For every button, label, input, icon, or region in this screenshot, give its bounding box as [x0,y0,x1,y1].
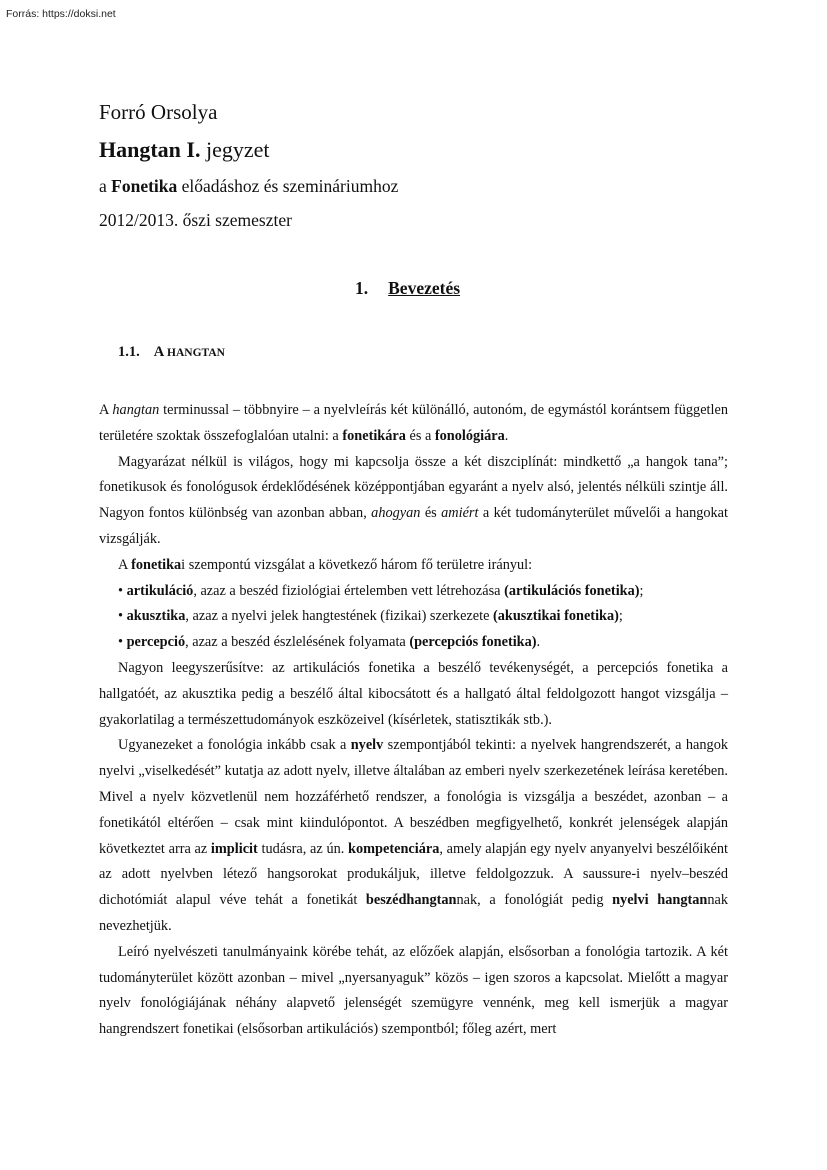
text-run: artikuláció [126,582,194,599]
chapter-number: 1. [355,278,369,298]
text-run: és a [405,427,435,444]
text-run: fonetika [131,556,182,573]
semester-line: 2012/2013. őszi szemeszter [99,210,292,230]
text-run: nyelv [350,737,384,754]
text-run: , amely alapján egy nyelv anyanyelvi beszélőiként az adott nyelvben létező hangsorokat produkáljuk, illetve feldolgozzuk. A saussure-i nyelv–beszéd dichotómiát alapul véve tehát a fonetikát [99,840,728,909]
paragraph [99,553,728,579]
subtitle-bold: Fonetika [111,176,178,196]
text-run: nyelvi hangtan [612,892,708,909]
paragraph [99,656,728,733]
source-url: Forrás: https://doksi.net [6,8,116,20]
text-run: , azaz a beszéd fiziológiai értelemben vett létrehozása [193,582,505,599]
text-run: Magyarázat nélkül is világos, hogy mi kapcsolja össze a két diszciplínát: mindkettő „a hangok tana”; fonetikusok és fonológusok érdeklődésének középpontjában egyaránt a nyelv alsó, jelentés nélküli szintje áll. Nagyon fontos különbség van azonban abban, [99,453,728,522]
section-number: 1.1. [118,344,140,360]
bullet-item [99,604,728,630]
text-run: , azaz a nyelvi jelek hangtestének (fizikai) szerkezete [185,608,493,625]
text-run: (akusztikai fonetika) [493,608,619,625]
chapter-title: Bevezetés [388,278,461,298]
text-run: Ugyanezeket a fonológia inkább csak a [118,737,351,754]
body-text [99,398,728,1043]
text-run: implicit [210,840,258,857]
text-run: ahogyan [371,505,421,522]
text-run: A [99,402,113,418]
document-title [99,137,728,163]
title-bold: Hangtan I. [99,137,201,162]
text-run: fonológiára [434,427,505,444]
document-subtitle [99,176,728,197]
text-run: • [118,608,127,625]
text-run: nak nevezhetjük. [99,892,728,934]
author-name: Forró Orsolya [99,100,218,124]
paragraph [99,450,728,553]
paragraph [99,398,728,450]
text-run: akusztika [126,608,186,625]
text-run: percepció [126,634,186,651]
text-run: (artikulációs fonetika) [504,582,640,599]
text-run: , azaz a beszéd észlelésének folyamata [185,634,410,651]
text-run: ; [639,582,644,599]
section-title-rest: HANGTAN [167,347,225,359]
subtitle-post: előadáshoz és szemináriumhoz [177,176,399,196]
text-run: • [118,634,127,651]
bullet-item [99,630,728,656]
title-rest: jegyzet [200,137,270,162]
text-run: Leíró nyelvészeti tanulmányaink körébe tehát, az előzőek alapján, elsősorban a fonológia tartozik. A két tudományterület között azonban – mivel „nyersanyaguk” közös – igen szoros a kapcsolat. Mielőtt a magyar nyelv fonológiájának néhány alapvető jelenségét szemügyre vennénk, meg kell ismerjük a magyar hangrendszert fonetikai (elsősorban artikulációs) szempontból; főleg azért, mert [99,943,728,1038]
text-run: A [118,556,132,573]
paragraph [99,733,728,939]
text-run: (percepciós fonetika) [409,634,537,651]
text-run: i szempontú vizsgálat a következő három fő területre irányul: [181,556,533,573]
section-first-letter: A [153,344,164,360]
text-run: terminussal – többnyire – a nyelvleírás két különálló, autonóm, de egymástól korántsem független területére szoktak összefoglalóan utalni: a [99,402,728,444]
section-heading [118,344,225,361]
text-run: hangtan [112,402,160,418]
text-run: amiért [441,505,479,522]
subtitle-pre: a [99,176,112,196]
text-run: a két tudományterület művelői a hangokat vizsgálják. [99,505,728,547]
text-run: tudásra, az ún. [257,840,349,857]
text-run: nak, a fonológiát pedig [456,892,613,909]
paragraph [99,940,728,1043]
text-run: . [504,427,509,444]
text-run: • [118,582,127,599]
text-run: beszédhangtan [365,892,457,909]
text-run: kompetenciára [348,840,440,857]
text-run: ; [618,608,623,625]
chapter-heading [355,278,460,299]
text-run: és [420,505,442,522]
text-run: fonetikára [342,427,406,444]
text-run: szempontjából tekinti: a nyelvek hangrendszerét, a hangok nyelvi „viselkedését” kutatja az adott nyelv, illetve általában az emberi nyelv szerkezetének leírása keretében. Mivel a nyelv közvetlenül nem hozzáférhető rendszer, a fonológia is vizsgálja a beszédet, azonban – a fonetikától eltérően – csak mint kiindulópontot. A beszédben megfigyelhető, konkrét jelenségek alapján következtet arra az [99,737,728,857]
text-run: Nagyon leegyszerűsítve: az artikulációs fonetika a beszélő tevékenységét, a percepciós fonetika a hallgatóét, az akusztika pedig a beszélő által kibocsátott és a hallgató által feldolgozott hangot vizsgálja – gyakorlatilag a természettudományok eszközeivel (kísérletek, statisztikák stb.). [99,659,728,728]
bullet-item [99,579,728,605]
text-run: . [536,634,541,651]
